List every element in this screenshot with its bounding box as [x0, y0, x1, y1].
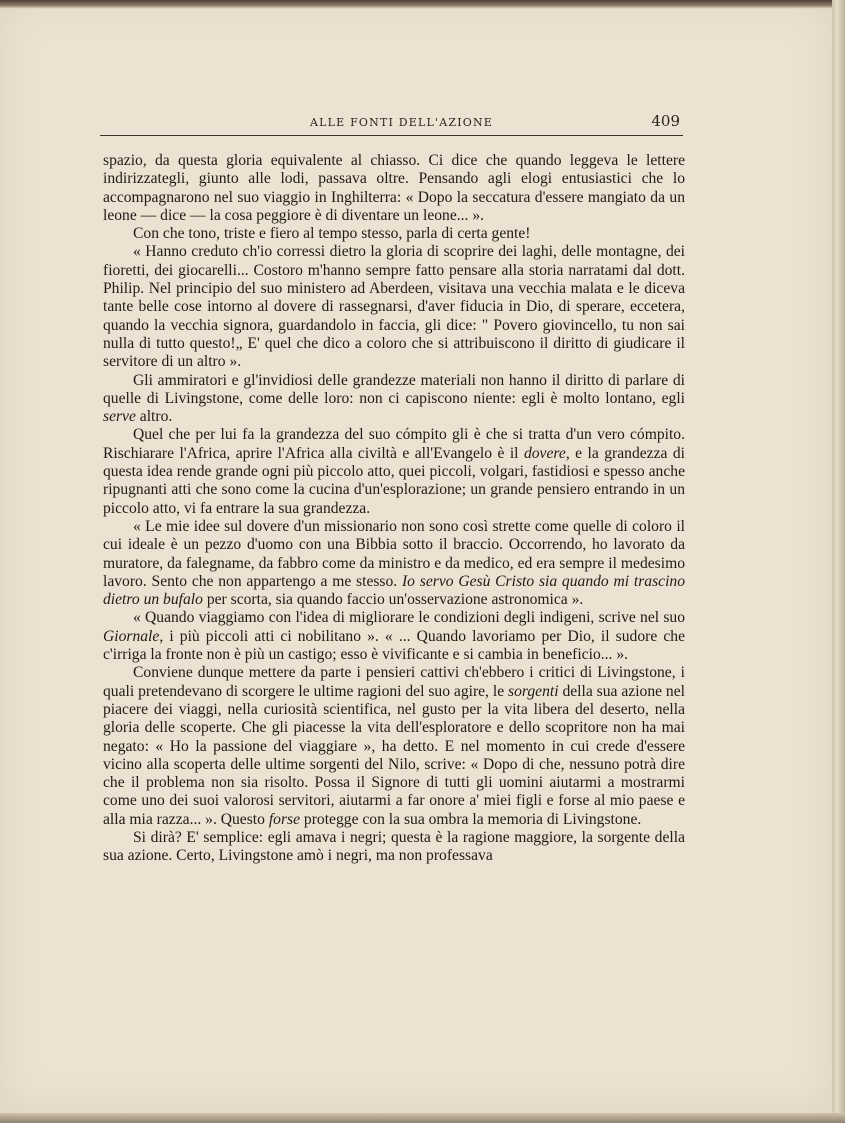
page-top-edge	[0, 0, 832, 9]
text-segment: della sua azione nel piacere dei viaggi, nella curiosità scientifica, nel gusto per la vita libera del deserto, nella gloria delle scoperte. Che gli piacesse la vita dell'esploratore e dello scopritore non ha mai negato: « Ho la passione del viaggiare », ha detto. E nel momento in cui crede d'essere vicino alla scoperta delle ultime sorgenti del Nilo, scrive: « Dopo di che, nessuno potrà dire che il problema non sia risolto. Possa il Signore di tutti gli uomini aiutarmi a mostrarmi come uno dei suoi valorosi servitori, aiutarmi a far onore a' miei figli e forse al mio paese e alla mia razza... ». Questo	[103, 682, 685, 828]
paragraph	[103, 609, 685, 664]
page-right-edge	[832, 0, 845, 1123]
italic-text-segment: serve	[103, 408, 136, 426]
running-title: ALLE FONTI DELL'AZIONE	[310, 116, 494, 129]
text-segment: Si dirà? E' semplice: egli amava i negri; questa è la ragione maggiore, la sorgente della sua azione. Certo, Livingstone amò i negri, ma non professava	[103, 828, 685, 865]
paragraph	[103, 372, 685, 427]
paragraph	[103, 152, 685, 225]
text-segment: altro.	[135, 408, 173, 426]
italic-text-segment: Io servo Gesù Cristo sia quando mi trascino dietro un bufalo	[103, 572, 685, 609]
text-segment: Con che tono, triste e fiero al tempo stesso, parla di certa gente!	[133, 225, 531, 243]
paragraph	[103, 664, 685, 829]
text-segment: « Le mie idee sul dovere d'un missionario non sono così strette come quelle di coloro il cui ideale è un pezzo d'uomo con una Bibbia sotto il braccio. Occorrendo, ho lavorato da muratore, da falegname, da fabbro come da ministro e da medico, ed era sempre il medesimo lavoro. Sento che non appartengo a me stesso.	[103, 517, 685, 590]
italic-text-segment: sorgenti	[508, 682, 559, 700]
paragraph	[103, 426, 685, 517]
body-text	[103, 152, 685, 866]
text-segment: protegge con la sua ombra la memoria di Livingstone.	[300, 810, 642, 828]
text-segment: spazio, da questa gloria equivalente al chiasso. Ci dice che quando leggeva le lettere indirizzategli, giunto alle lodi, passava oltre. Pensando agli elogi entusiastici che lo accompagnarono nel suo viaggio in Inghilterra: « Dopo la seccatura d'essere mangiato da un leone — dice — la cosa peggiore è di diventare un leone... ».	[103, 152, 685, 224]
text-segment: Conviene dunque mettere da parte i pensieri cattivi ch'ebbero i critici di Livingstone, i quali pretendevano di scorgere le ultime ragioni del suo agire, le	[103, 664, 685, 700]
italic-text-segment: dovere	[523, 444, 566, 462]
running-head	[100, 113, 683, 133]
text-segment: Gli ammiratori e gl'invidiosi delle grandezze materiali non hanno il diritto di parlare di quelle di Livingstone, come delle loro: non ci capiscono niente: egli è molto lontano, egli	[103, 371, 685, 407]
text-segment: « Hanno creduto ch'io corressi dietro la gloria di scoprire dei laghi, delle montagne, dei fioretti, dei giocarelli... Costoro m'hanno sempre fatto pensare alla storia narratami dal dott. Philip. Nel principio del suo ministero ad Aberdeen, visitava una vecchia malata e le diceva tante belle cose intorno al dovere di rassegnarsi, d'aver fiducia in Dio, di sperare, eccetera, quando la vecchia signora, guardandolo in faccia, gli dice: " Povero giovincello, tu non sai nulla di tutto questo!„ E' quel che dico a coloro che si attribuiscono il diritto di giudicare il servitore di un altro ».	[103, 243, 685, 371]
italic-text-segment: forse	[268, 810, 301, 828]
text-segment: « Quando viaggiamo con l'idea di migliorare le condizioni degli indigeni, scrive nel suo	[133, 609, 685, 627]
text-segment: , i più piccoli atti ci nobilitano ». « ... Quando lavoriamo per Dio, il sudore che c'irriga la fronte non è più un castigo; esso è vivificante e si cambia in beneficio... ».	[103, 627, 685, 664]
text-segment: per scorta, sia quando faccio un'osservazione astronomica ».	[202, 591, 584, 609]
page-bottom-edge	[0, 1113, 845, 1123]
paragraph	[103, 243, 685, 371]
italic-text-segment: Giornale	[103, 627, 160, 645]
text-segment: , e la grandezza di questa idea rende grande ogni più piccolo atto, quei piccoli, volgari, fastidiosi e spesso anche ripugnanti atti che sono come la cucina d'un'esplorazione; un grande pensiero entrando in un piccolo atto, vi fa entrare la sua grandezza.	[103, 444, 685, 517]
paragraph	[103, 225, 685, 243]
paragraph	[103, 829, 685, 866]
page-number: 409	[651, 112, 680, 130]
header-rule	[100, 135, 683, 136]
paragraph	[103, 518, 685, 609]
text-segment: Quel che per lui fa la grandezza del suo cómpito gli è che si tratta d'un vero cómpito. Rischiarare l'Africa, aprire l'Africa alla civiltà e all'Evangelo è il	[103, 426, 685, 462]
